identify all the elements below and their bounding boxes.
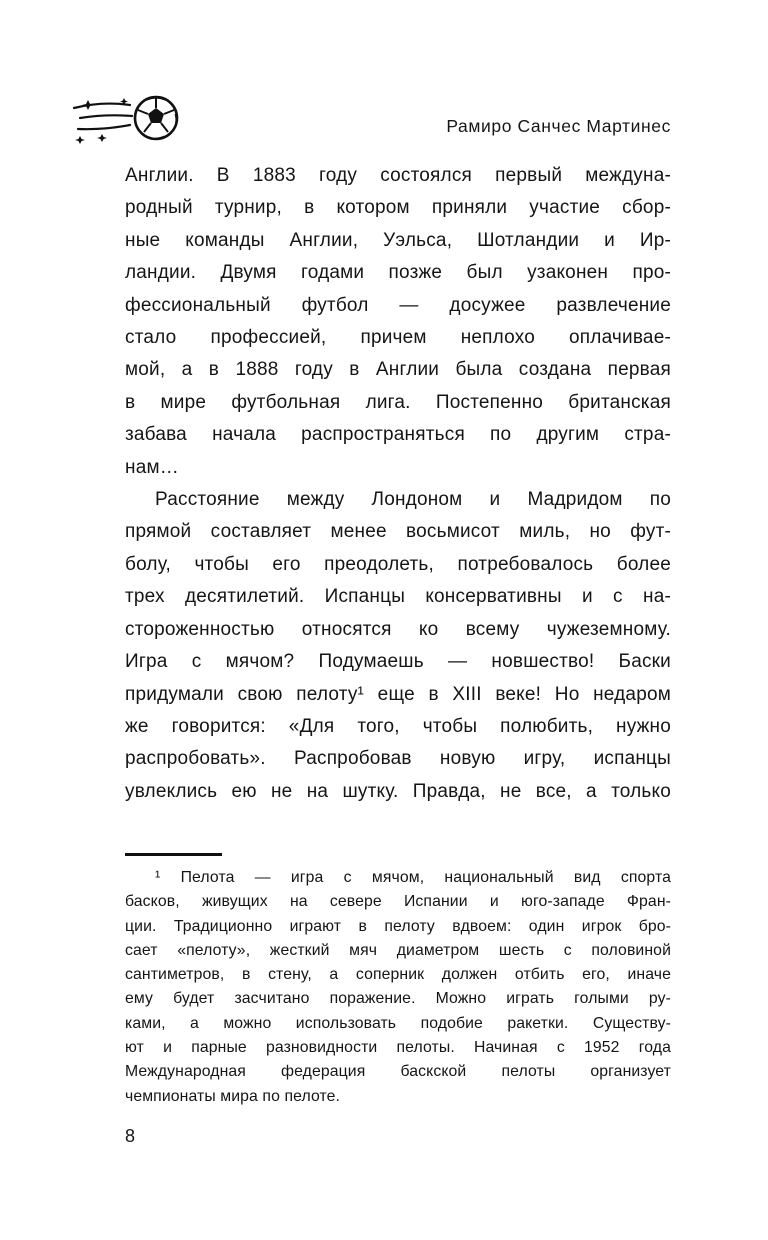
text-line: Англии. В 1883 году состоялся первый междуна- — [125, 165, 671, 186]
text-line: Игра с мячом? Подумаешь — новшество! Баски — [125, 651, 671, 673]
text-line: стороженностью относятся ко всему чужеземному. — [125, 618, 671, 640]
footnote-divider — [125, 853, 222, 856]
text-line: нам… — [125, 456, 179, 478]
text-line: придумали свою пелоту¹ еще в XIII веке! Но недаром — [125, 683, 671, 705]
paragraph — [125, 484, 671, 808]
text-line: увлеклись ею не на шутку. Правда, не все, а только — [125, 780, 671, 802]
text-line: фессиональный футбол — досужее развлечение — [125, 294, 671, 316]
text-line: трех десятилетий. Испанцы консервативны и с на- — [125, 586, 671, 608]
paragraph — [125, 160, 671, 484]
author-name: Рамиро Санчес Мартинес — [446, 116, 671, 136]
text-line: ют и парные разновидности пелоты. Начиная с 1952 года — [125, 1039, 671, 1057]
text-line: распробовать». Распробовав новую игру, испанцы — [125, 748, 671, 770]
text-line: забава начала распространяться по другим стра- — [125, 424, 671, 446]
page-number: 8 — [125, 1126, 136, 1146]
text-line: чемпионаты мира по пелоте. — [125, 1087, 341, 1105]
text-line: прямой составляет менее восьмисот миль, но фут- — [125, 521, 671, 543]
text-line: сантиметров, в стену, а соперник должен отбить его, иначе — [125, 966, 671, 984]
text-line: же говорится: «Для того, чтобы полюбить, нужно — [125, 715, 671, 737]
text-line: мой, а в 1888 году в Англии была создана первая — [125, 359, 671, 381]
text-line: родный турнир, в котором приняли участие сбор- — [125, 197, 671, 219]
text-line: сает «пелоту», жесткий мяч диаметром шесть с половиной — [125, 941, 671, 959]
text-line: ¹ Пелота — игра с мячом, национальный вид спорта — [155, 869, 671, 886]
body-text — [125, 160, 671, 808]
text-line: ции. Традиционно играют в пелоту вдвоем: один игрок бро- — [125, 917, 671, 935]
text-line: Международная федерация баскской пелоты организует — [125, 1063, 671, 1081]
text-line: ные команды Англии, Уэльса, Шотландии и Ир- — [125, 229, 671, 251]
text-line: ландии. Двумя годами позже был узаконен про- — [125, 262, 671, 284]
text-line: болу, чтобы его преодолеть, потребовалось более — [125, 553, 671, 575]
footnote-text — [125, 866, 671, 1109]
text-line: в мире футбольная лига. Постепенно британская — [125, 391, 671, 413]
text-line: Расстояние между Лондоном и Мадридом по — [155, 489, 671, 511]
text-line: басков, живущих на севере Испании и юго-западе Фран- — [125, 893, 671, 911]
text-line: стало профессией, причем неплохо оплачивае- — [125, 327, 671, 349]
text-line: ками, а можно использовать подобие ракетки. Существу- — [125, 1014, 671, 1032]
paragraph — [125, 866, 671, 1109]
text-line: ему будет засчитано поражение. Можно играть голыми ру- — [125, 990, 671, 1008]
